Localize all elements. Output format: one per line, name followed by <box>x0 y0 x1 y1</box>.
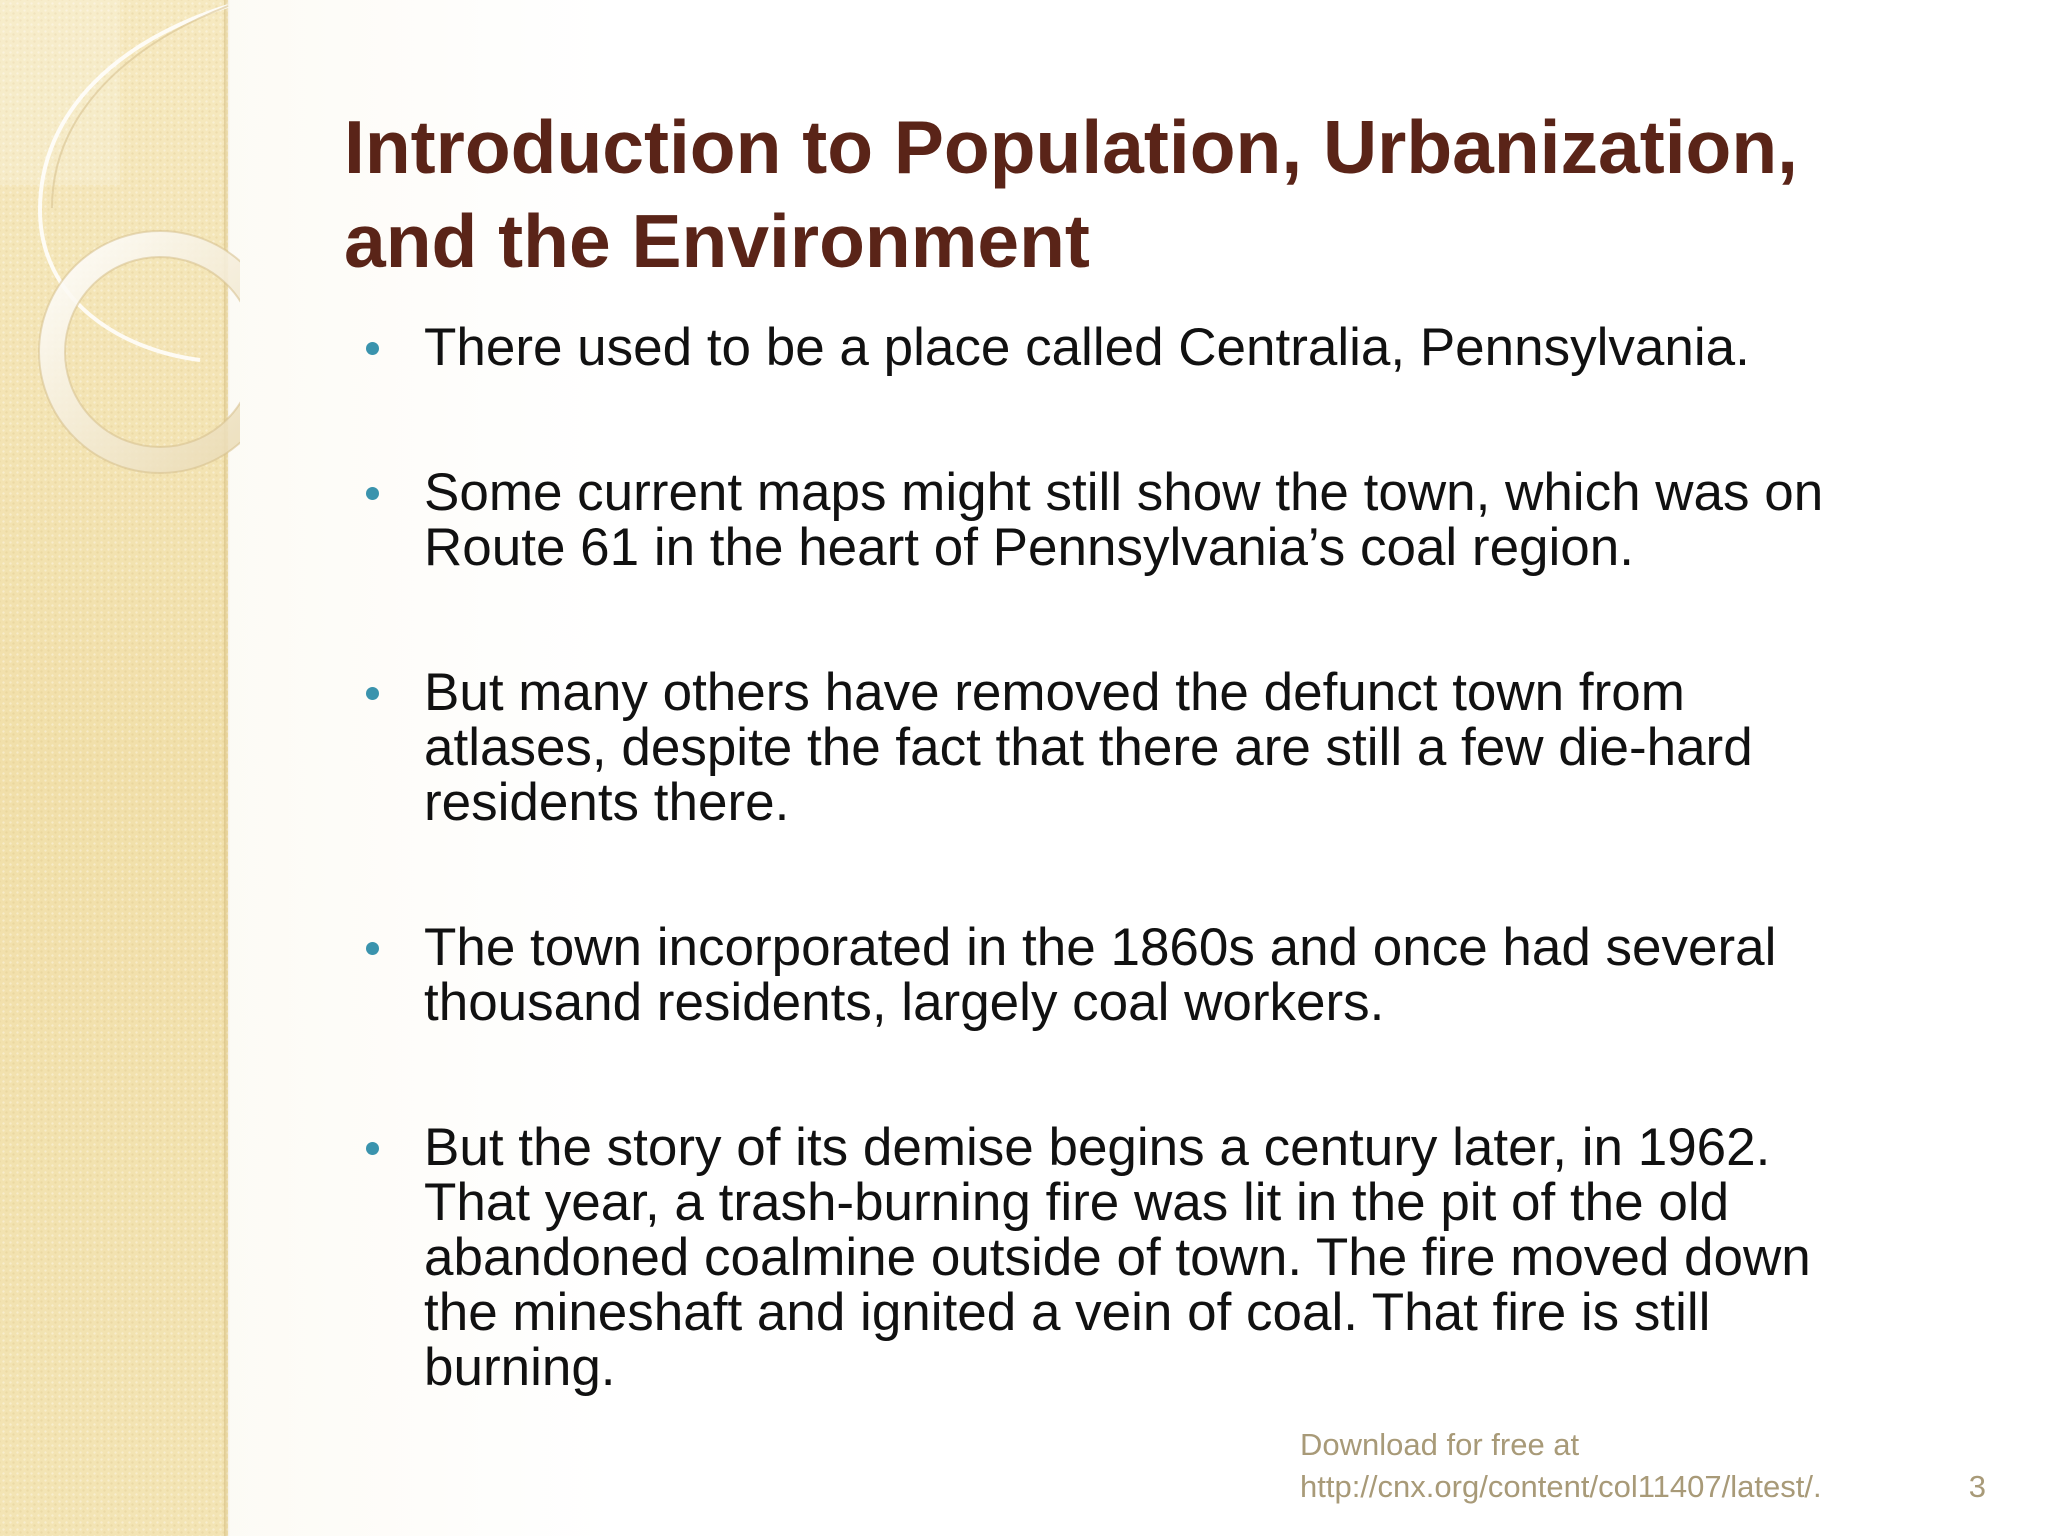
title-line: Introduction to Population, Urbanization, <box>344 105 1799 189</box>
footer-link[interactable]: http://cnx.org/content/col11407/latest/. <box>1300 1469 1822 1504</box>
bullet-text-line: the mineshaft and ignited a vein of coal. That fire is still <box>424 1283 1711 1342</box>
bullet-dot-icon <box>366 487 379 500</box>
decorative-rings <box>0 0 240 520</box>
bullet-dot-icon <box>366 942 379 955</box>
bullet-dot-icon <box>366 342 379 355</box>
slide-title <box>344 100 1964 288</box>
bullet-text-line: thousand residents, largely coal workers. <box>424 973 1385 1032</box>
bullet-text-line: abandoned coalmine outside of town. The fire moved down <box>424 1228 1811 1287</box>
bullet-text-line: The town incorporated in the 1860s and once had several <box>424 918 1777 977</box>
bullet-item <box>344 665 1944 830</box>
slide-number: 3 <box>1968 1469 1986 1504</box>
bullet-item <box>344 320 1944 375</box>
footer-attribution <box>1300 1424 1900 1508</box>
footer-line: Download for free at <box>1300 1427 1580 1462</box>
bullet-dot-icon <box>366 1142 379 1155</box>
bullet-item <box>344 1120 1944 1395</box>
title-line: and the Environment <box>344 199 1090 283</box>
bullet-text-line: There used to be a place called Centralia, Pennsylvania. <box>424 318 1750 377</box>
bullet-dot-icon <box>366 687 379 700</box>
bullet-text-line: burning. <box>424 1338 616 1397</box>
bullet-text-line: atlases, despite the fact that there are still a few die-hard <box>424 718 1753 777</box>
bullet-text-line: That year, a trash-burning fire was lit in the pit of the old <box>424 1173 1730 1232</box>
bullet-text-line: But the story of its demise begins a century later, in 1962. <box>424 1118 1771 1177</box>
bullet-list <box>344 320 1944 1485</box>
bullet-item <box>344 465 1944 575</box>
bullet-item <box>344 920 1944 1030</box>
bullet-text-line: Route 61 in the heart of Pennsylvania’s coal region. <box>424 518 1634 577</box>
bullet-text-line: residents there. <box>424 773 790 832</box>
bullet-text-line: But many others have removed the defunct town from <box>424 663 1685 722</box>
bullet-text-line: Some current maps might still show the town, which was on <box>424 463 1824 522</box>
